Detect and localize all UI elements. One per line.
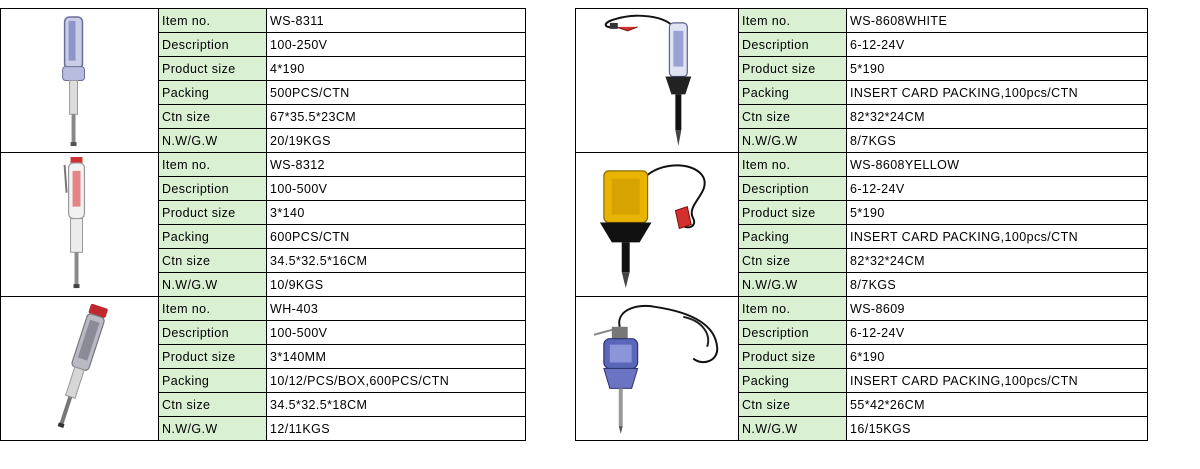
spec-label: Item no.: [159, 9, 267, 33]
product-image-ws-8311: [1, 9, 159, 153]
spec-label: N.W/G.W: [739, 129, 847, 153]
spec-label: Packing: [739, 81, 847, 105]
spec-label: Item no.: [739, 153, 847, 177]
spec-value: 55*42*26CM: [847, 393, 1148, 417]
spec-label: Item no.: [739, 297, 847, 321]
spec-value: WS-8608YELLOW: [847, 153, 1148, 177]
pen-voltage-tester-icon: [1, 153, 158, 296]
spec-label: Product size: [739, 201, 847, 225]
spec-value: 6-12-24V: [847, 177, 1148, 201]
spec-label: Packing: [739, 369, 847, 393]
product-image-ws-8312: [1, 153, 159, 297]
left-spec-table: [0, 8, 526, 441]
spec-row: [1, 9, 526, 33]
spec-label: Item no.: [739, 9, 847, 33]
spec-label: Description: [739, 177, 847, 201]
spec-label: N.W/G.W: [739, 273, 847, 297]
spec-label: Packing: [159, 225, 267, 249]
spec-label: N.W/G.W: [159, 417, 267, 441]
spec-value: WS-8311: [267, 9, 526, 33]
spec-label: Packing: [739, 225, 847, 249]
spec-value: 8/7KGS: [847, 129, 1148, 153]
spec-value: INSERT CARD PACKING,100pcs/CTN: [847, 369, 1148, 393]
spec-value: 16/15KGS: [847, 417, 1148, 441]
spec-label: Item no.: [159, 297, 267, 321]
yellow-circuit-tester-icon: [576, 153, 738, 296]
red-cap-voltage-tester-icon: [1, 297, 158, 440]
spec-value: WS-8312: [267, 153, 526, 177]
spec-value: 6-12-24V: [847, 321, 1148, 345]
spec-label: Product size: [159, 345, 267, 369]
spec-value: 34.5*32.5*16CM: [267, 249, 526, 273]
product-image-ws-8608white: [576, 9, 739, 153]
product-image-ws-8608yellow: [576, 153, 739, 297]
spec-label: Description: [739, 321, 847, 345]
spec-label: Packing: [159, 369, 267, 393]
spec-value: 100-500V: [267, 321, 526, 345]
right-spec-catalog: [575, 8, 1147, 441]
spec-value: 6-12-24V: [847, 33, 1148, 57]
spec-label: Ctn size: [739, 393, 847, 417]
spec-row: [1, 297, 526, 321]
spec-value: 10/12/PCS/BOX,600PCS/CTN: [267, 369, 526, 393]
spec-value: 12/11KGS: [267, 417, 526, 441]
spec-row: [1, 153, 526, 177]
spec-label: Ctn size: [159, 249, 267, 273]
spec-label: Product size: [739, 345, 847, 369]
spec-label: Product size: [159, 57, 267, 81]
spec-label: Description: [159, 33, 267, 57]
spec-label: Description: [739, 33, 847, 57]
spec-label: Product size: [739, 57, 847, 81]
spec-label: N.W/G.W: [739, 417, 847, 441]
spec-label: Ctn size: [159, 105, 267, 129]
spec-value: 67*35.5*23CM: [267, 105, 526, 129]
spec-value: 10/9KGS: [267, 273, 526, 297]
blue-circuit-tester-icon: [576, 297, 738, 440]
spec-value: 5*190: [847, 57, 1148, 81]
spec-value: 3*140: [267, 201, 526, 225]
spec-label: Description: [159, 177, 267, 201]
left-spec-catalog: [0, 8, 525, 441]
spec-label: Ctn size: [159, 393, 267, 417]
spec-value: 100-500V: [267, 177, 526, 201]
spec-label: Description: [159, 321, 267, 345]
spec-value: 8/7KGS: [847, 273, 1148, 297]
spec-value: INSERT CARD PACKING,100pcs/CTN: [847, 81, 1148, 105]
screwdriver-voltage-tester-icon: [1, 9, 158, 152]
right-spec-table: [575, 8, 1148, 441]
spec-value: 5*190: [847, 201, 1148, 225]
spec-value: 82*32*24CM: [847, 105, 1148, 129]
spec-value: 20/19KGS: [267, 129, 526, 153]
product-image-wh-403: [1, 297, 159, 441]
spec-value: 4*190: [267, 57, 526, 81]
spec-value: WH-403: [267, 297, 526, 321]
spec-label: Packing: [159, 81, 267, 105]
spec-value: 500PCS/CTN: [267, 81, 526, 105]
spec-label: N.W/G.W: [159, 129, 267, 153]
spec-value: 34.5*32.5*18CM: [267, 393, 526, 417]
product-image-ws-8609: [576, 297, 739, 441]
spec-value: WS-8608WHITE: [847, 9, 1148, 33]
spec-value: INSERT CARD PACKING,100pcs/CTN: [847, 225, 1148, 249]
spec-label: Product size: [159, 201, 267, 225]
spec-row: [576, 297, 1148, 321]
spec-value: 600PCS/CTN: [267, 225, 526, 249]
spec-row: [576, 153, 1148, 177]
spec-value: 82*32*24CM: [847, 249, 1148, 273]
spec-row: [576, 9, 1148, 33]
spec-value: 3*140MM: [267, 345, 526, 369]
spec-label: Ctn size: [739, 105, 847, 129]
spec-label: Ctn size: [739, 249, 847, 273]
spec-value: 6*190: [847, 345, 1148, 369]
spec-label: N.W/G.W: [159, 273, 267, 297]
spec-value: 100-250V: [267, 33, 526, 57]
spec-label: Item no.: [159, 153, 267, 177]
clip-lead-circuit-tester-icon: [576, 9, 738, 152]
spec-value: WS-8609: [847, 297, 1148, 321]
